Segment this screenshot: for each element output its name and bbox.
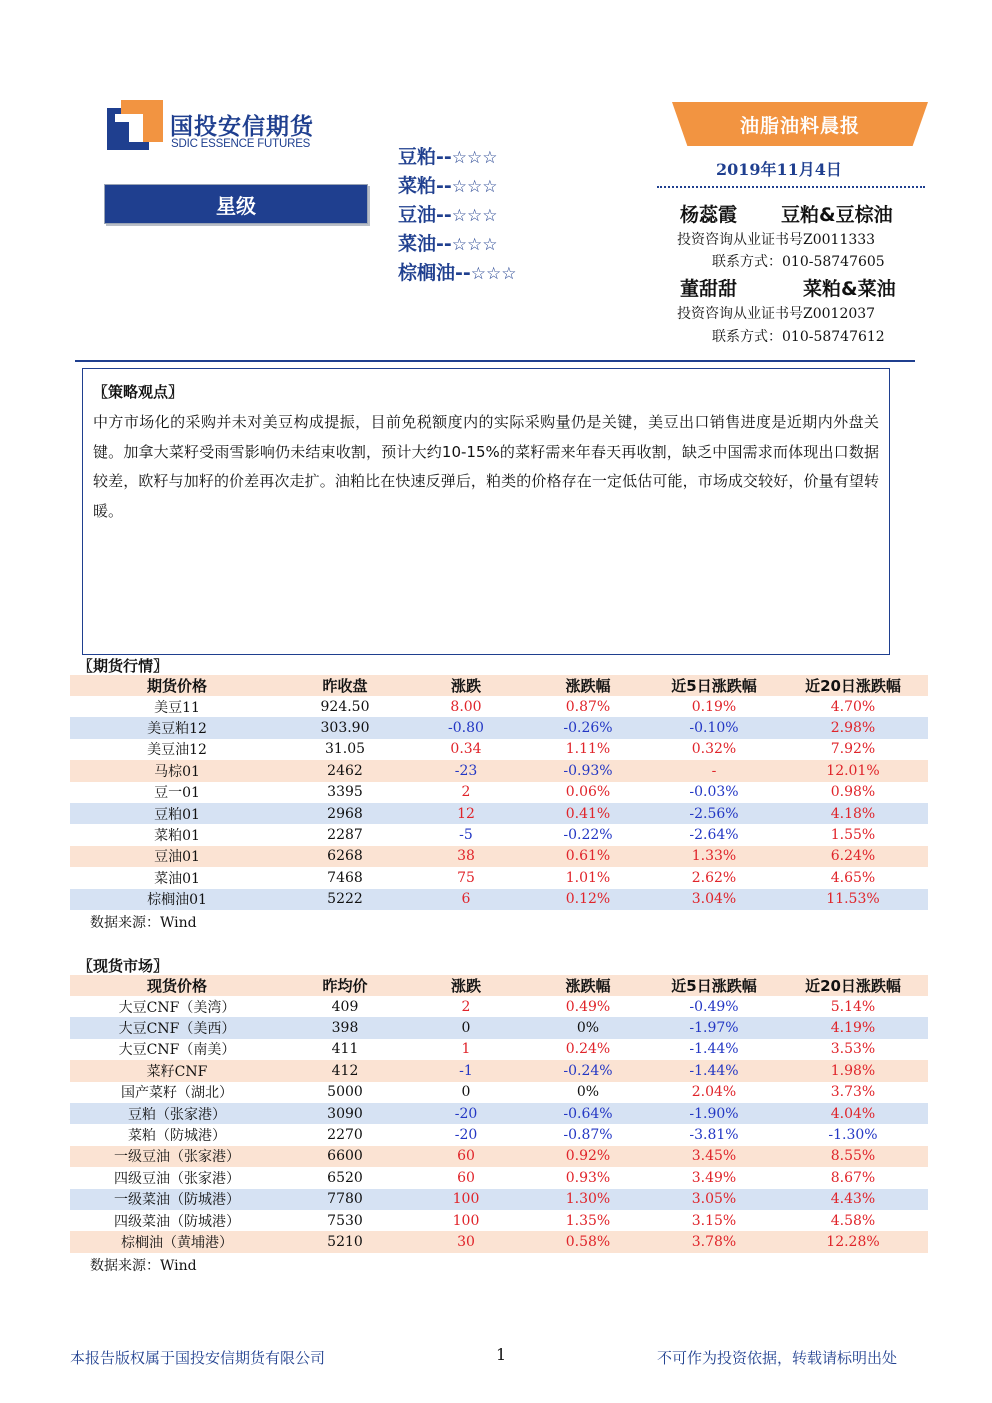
analyst-coverage: 豆粕&豆棕油 bbox=[781, 204, 893, 226]
table-cell: 2.98% bbox=[830, 720, 876, 737]
table-cell: 60 bbox=[457, 1169, 475, 1186]
table-cell: -23 bbox=[454, 762, 478, 779]
table-cell: 0 bbox=[461, 1084, 471, 1101]
table-cell: 924.50 bbox=[320, 698, 370, 715]
column-header: 近20日涨跌幅 bbox=[805, 677, 901, 695]
table-cell: -0.80 bbox=[448, 720, 484, 737]
column-header: 昨收盘 bbox=[322, 677, 368, 695]
table-cell: 7468 bbox=[327, 869, 363, 886]
table-row bbox=[70, 1146, 928, 1167]
table-cell: 8.67% bbox=[830, 1169, 876, 1186]
strategy-body: 中方市场化的采购并未对美豆构成提振，目前免税额度内的实际采购量仍是关键，美豆出口销售进度是近期内外盘关键。加拿大菜籽受雨雪影响仍未结束收割，预计大约10-15%的菜籽需来年春天再收割，缺乏中国需求而体现出口数据较差，欧籽与加籽的价差再次走扩。油粕比在快速反弹后，粕类的价格存在一定低估可能，市场成交较好，价量有望转暖。 bbox=[93, 413, 879, 520]
table-row bbox=[70, 1017, 928, 1038]
table-cell: 大豆CNF（南美） bbox=[118, 1042, 236, 1059]
table-cell: 0.49% bbox=[565, 998, 611, 1015]
table-cell: 1.55% bbox=[830, 827, 876, 844]
table-cell: 0% bbox=[576, 1084, 600, 1101]
table-cell: 0.58% bbox=[565, 1233, 611, 1250]
analyst-coverage: 菜粕&菜油 bbox=[803, 278, 896, 300]
table-cell: 8.55% bbox=[830, 1148, 876, 1165]
table-cell: -0.22% bbox=[563, 827, 613, 844]
table-cell: 12 bbox=[457, 805, 475, 822]
table-cell: 四级菜油（防城港） bbox=[114, 1213, 240, 1230]
table-cell: 3.78% bbox=[691, 1233, 737, 1250]
table-cell: 0.87% bbox=[565, 698, 611, 715]
table-cell: 菜油01 bbox=[154, 870, 200, 887]
table-cell: 0.19% bbox=[691, 698, 737, 715]
table-cell: 6600 bbox=[327, 1148, 363, 1165]
table-cell: 美豆11 bbox=[154, 699, 200, 716]
column-header: 涨跌 bbox=[450, 977, 481, 995]
strategy-title: 〖策略观点〗 bbox=[93, 383, 184, 401]
table-cell: -20 bbox=[454, 1105, 478, 1122]
table-cell: 1.33% bbox=[691, 848, 737, 865]
rating-item: 棕榈油--☆☆☆ bbox=[398, 262, 517, 284]
table-cell: 菜籽CNF bbox=[146, 1063, 208, 1080]
table-cell: 棕榈油（黄埔港） bbox=[121, 1234, 233, 1251]
table-cell: 0.61% bbox=[565, 848, 611, 865]
table-row bbox=[70, 1039, 928, 1060]
table-cell: 7780 bbox=[327, 1191, 363, 1208]
table-row bbox=[70, 889, 928, 910]
table-cell: -0.10% bbox=[689, 720, 739, 737]
table-cell: 0.32% bbox=[691, 741, 737, 758]
table-cell: 4.70% bbox=[830, 698, 876, 715]
table-cell: 1.98% bbox=[830, 1062, 876, 1079]
table-cell: 豆一01 bbox=[154, 785, 200, 802]
table-cell: 1.30% bbox=[565, 1191, 611, 1208]
table-cell: 100 bbox=[452, 1191, 480, 1208]
table-cell: 1 bbox=[461, 1041, 471, 1058]
table-row bbox=[70, 760, 928, 781]
table-cell: -20 bbox=[454, 1127, 478, 1144]
table-cell: 1.11% bbox=[565, 741, 611, 758]
column-header: 近20日涨跌幅 bbox=[805, 977, 901, 995]
table-cell: 5.14% bbox=[830, 998, 876, 1015]
table-cell: 0.12% bbox=[565, 891, 611, 908]
futures-source: 数据来源：Wind bbox=[90, 915, 197, 931]
report-date: 2019年11月4日 bbox=[716, 160, 842, 179]
table-cell: 0.06% bbox=[565, 784, 611, 801]
table-cell: -5 bbox=[459, 827, 473, 844]
table-row bbox=[70, 867, 928, 888]
table-cell: 3.04% bbox=[691, 891, 737, 908]
table-cell: 0.93% bbox=[565, 1169, 611, 1186]
table-cell: 0.98% bbox=[830, 784, 876, 801]
analyst-name: 杨蕊霞 bbox=[680, 204, 738, 226]
table-cell: -2.56% bbox=[689, 805, 739, 822]
table-cell: 美豆油12 bbox=[147, 742, 207, 759]
table-cell: 国产菜籽（湖北） bbox=[121, 1085, 233, 1102]
table-cell: 12.01% bbox=[826, 762, 880, 779]
spot-section-title: 〖现货市场〗 bbox=[78, 957, 169, 975]
report-type: 油脂油料晨报 bbox=[739, 114, 860, 137]
table-cell: 2287 bbox=[327, 827, 363, 844]
table-cell: 2.62% bbox=[691, 869, 737, 886]
table-cell: -0.03% bbox=[689, 784, 739, 801]
table-cell: 菜粕（防城港） bbox=[128, 1128, 226, 1145]
table-cell: 0.24% bbox=[565, 1041, 611, 1058]
table-row bbox=[70, 1060, 928, 1081]
spot-source: 数据来源：Wind bbox=[90, 1258, 197, 1274]
table-cell: -1 bbox=[459, 1062, 473, 1079]
table-cell: -0.24% bbox=[563, 1062, 613, 1079]
table-cell: 2 bbox=[461, 784, 471, 801]
table-cell: 6268 bbox=[327, 848, 363, 865]
table-cell: 大豆CNF（美湾） bbox=[118, 999, 236, 1016]
table-row bbox=[70, 846, 928, 867]
footer-disclaimer: 不可作为投资依据，转载请标明出处 bbox=[657, 1349, 898, 1367]
table-cell: -1.90% bbox=[689, 1105, 739, 1122]
table-cell: 12.28% bbox=[826, 1233, 880, 1250]
table-cell: 0.92% bbox=[565, 1148, 611, 1165]
table-cell: 3.53% bbox=[830, 1041, 876, 1058]
table-cell: 1.01% bbox=[565, 869, 611, 886]
futures-table bbox=[70, 675, 928, 910]
table-cell: -0.26% bbox=[563, 720, 613, 737]
table-cell: 5000 bbox=[327, 1084, 363, 1101]
table-cell: 3.05% bbox=[691, 1191, 737, 1208]
company-name-cn: 国投安信期货 bbox=[170, 114, 314, 140]
table-cell: 100 bbox=[452, 1212, 480, 1229]
table-cell: 4.19% bbox=[830, 1020, 876, 1037]
page-number: 1 bbox=[496, 1345, 507, 1364]
analyst-cert: 投资咨询从业证书号Z0011333 bbox=[677, 232, 876, 248]
table-cell: 75 bbox=[457, 869, 475, 886]
spot-table bbox=[70, 975, 928, 1253]
rating-item: 豆油--☆☆☆ bbox=[398, 204, 498, 226]
table-cell: 美豆粕12 bbox=[147, 721, 207, 738]
table-row bbox=[70, 1124, 928, 1145]
table-cell: -1.44% bbox=[689, 1041, 739, 1058]
table-cell: 31.05 bbox=[324, 741, 366, 758]
table-row bbox=[70, 1167, 928, 1188]
table-cell: - bbox=[711, 762, 717, 779]
table-cell: 大豆CNF（美西） bbox=[118, 1021, 236, 1038]
commodity-ratings bbox=[398, 143, 517, 288]
table-cell: -1.30% bbox=[828, 1127, 878, 1144]
table-cell: 2 bbox=[461, 998, 471, 1015]
table-row bbox=[70, 1210, 928, 1231]
table-cell: 4.58% bbox=[830, 1212, 876, 1229]
table-cell: 4.04% bbox=[830, 1105, 876, 1122]
table-cell: 398 bbox=[331, 1020, 359, 1037]
table-row bbox=[70, 1103, 928, 1124]
table-cell: 豆粕01 bbox=[154, 806, 200, 823]
table-cell: 6 bbox=[461, 891, 471, 908]
table-row bbox=[70, 1231, 928, 1252]
table-cell: 38 bbox=[457, 848, 475, 865]
table-cell: 7530 bbox=[327, 1212, 363, 1229]
analyst-cert: 投资咨询从业证书号Z0012037 bbox=[677, 306, 876, 322]
table-cell: 0% bbox=[576, 1020, 600, 1037]
header-divider bbox=[75, 360, 915, 362]
table-cell: 11.53% bbox=[826, 891, 880, 908]
table-cell: 4.18% bbox=[830, 805, 876, 822]
table-cell: 3090 bbox=[327, 1105, 363, 1122]
table-cell: 0 bbox=[461, 1020, 471, 1037]
table-cell: 3.49% bbox=[691, 1169, 737, 1186]
table-cell: 409 bbox=[331, 998, 359, 1015]
table-cell: -1.97% bbox=[689, 1020, 739, 1037]
table-cell: 3.15% bbox=[691, 1212, 737, 1229]
footer-copyright: 本报告版权属于国投安信期货有限公司 bbox=[70, 1349, 326, 1367]
table-cell: 豆油01 bbox=[154, 849, 200, 866]
table-cell: -0.49% bbox=[689, 998, 739, 1015]
table-cell: 5222 bbox=[327, 891, 363, 908]
star-rating-label: 星级 bbox=[104, 184, 368, 224]
table-cell: 一级豆油（张家港） bbox=[114, 1149, 240, 1166]
table-cell: 0.34 bbox=[450, 741, 482, 758]
table-row bbox=[70, 1082, 928, 1103]
table-cell: 四级豆油（张家港） bbox=[114, 1170, 240, 1187]
table-cell: 0.41% bbox=[565, 805, 611, 822]
dotted-divider bbox=[657, 186, 925, 188]
analyst-contact: 联系方式：010-58747605 bbox=[712, 254, 885, 270]
table-cell: 411 bbox=[331, 1041, 359, 1058]
analyst-name: 董甜甜 bbox=[680, 278, 738, 300]
table-cell: 4.65% bbox=[830, 869, 876, 886]
table-cell: 菜粕01 bbox=[154, 828, 200, 845]
star-icons: ☆☆☆ bbox=[451, 177, 498, 197]
table-cell: 一级菜油（防城港） bbox=[114, 1192, 240, 1209]
table-cell: 2.04% bbox=[691, 1084, 737, 1101]
table-header-row bbox=[70, 975, 928, 996]
table-cell: 4.43% bbox=[830, 1191, 876, 1208]
table-cell: 3.45% bbox=[691, 1148, 737, 1165]
table-cell: 豆粕（张家港） bbox=[128, 1106, 226, 1123]
rating-item: 菜粕--☆☆☆ bbox=[398, 175, 498, 197]
column-header: 涨跌幅 bbox=[565, 977, 611, 995]
column-header: 近5日涨跌幅 bbox=[671, 977, 757, 995]
table-cell: 8.00 bbox=[450, 698, 482, 715]
table-row bbox=[70, 803, 928, 824]
table-cell: -0.87% bbox=[563, 1127, 613, 1144]
table-cell: 1.35% bbox=[565, 1212, 611, 1229]
column-header: 涨跌 bbox=[450, 677, 481, 695]
table-cell: 6.24% bbox=[830, 848, 876, 865]
table-cell: 3.73% bbox=[830, 1084, 876, 1101]
table-cell: -1.44% bbox=[689, 1062, 739, 1079]
star-icons: ☆☆☆ bbox=[451, 148, 498, 168]
table-cell: -0.64% bbox=[563, 1105, 613, 1122]
star-icons: ☆☆☆ bbox=[470, 264, 517, 284]
column-header: 昨均价 bbox=[322, 977, 368, 995]
column-header: 现货价格 bbox=[146, 977, 207, 995]
column-header: 涨跌幅 bbox=[565, 677, 611, 695]
table-cell: 7.92% bbox=[830, 741, 876, 758]
table-cell: 2462 bbox=[327, 762, 363, 779]
table-cell: 3395 bbox=[327, 784, 363, 801]
column-header: 期货价格 bbox=[146, 677, 207, 695]
table-cell: 303.90 bbox=[320, 720, 370, 737]
table-cell: 5210 bbox=[327, 1233, 363, 1250]
table-row bbox=[70, 824, 928, 845]
column-header: 近5日涨跌幅 bbox=[671, 677, 757, 695]
company-name-en: SDIC ESSENCE FUTURES bbox=[171, 138, 311, 150]
company-logo-mark bbox=[107, 100, 163, 150]
table-cell: 马棕01 bbox=[154, 763, 200, 780]
table-cell: 60 bbox=[457, 1148, 475, 1165]
table-cell: 2270 bbox=[327, 1127, 363, 1144]
table-cell: 棕榈油01 bbox=[147, 892, 207, 909]
table-header-row bbox=[70, 675, 928, 696]
star-icons: ☆☆☆ bbox=[451, 235, 498, 255]
rating-item: 豆粕--☆☆☆ bbox=[398, 146, 498, 168]
table-cell: 6520 bbox=[327, 1169, 363, 1186]
table-row bbox=[70, 782, 928, 803]
table-row bbox=[70, 996, 928, 1017]
table-row bbox=[70, 1189, 928, 1210]
rating-item: 菜油--☆☆☆ bbox=[398, 233, 498, 255]
table-cell: -2.64% bbox=[689, 827, 739, 844]
star-icons: ☆☆☆ bbox=[451, 206, 498, 226]
strategy-box bbox=[82, 368, 890, 655]
table-row bbox=[70, 696, 928, 717]
futures-section-title: 〖期货行情〗 bbox=[78, 657, 169, 675]
analyst-contact: 联系方式：010-58747612 bbox=[712, 329, 885, 345]
table-cell: 2968 bbox=[327, 805, 363, 822]
table-row bbox=[70, 739, 928, 760]
table-cell: -0.93% bbox=[563, 762, 613, 779]
table-row bbox=[70, 717, 928, 738]
table-cell: -3.81% bbox=[689, 1127, 739, 1144]
table-cell: 30 bbox=[457, 1233, 475, 1250]
table-cell: 412 bbox=[331, 1062, 359, 1079]
